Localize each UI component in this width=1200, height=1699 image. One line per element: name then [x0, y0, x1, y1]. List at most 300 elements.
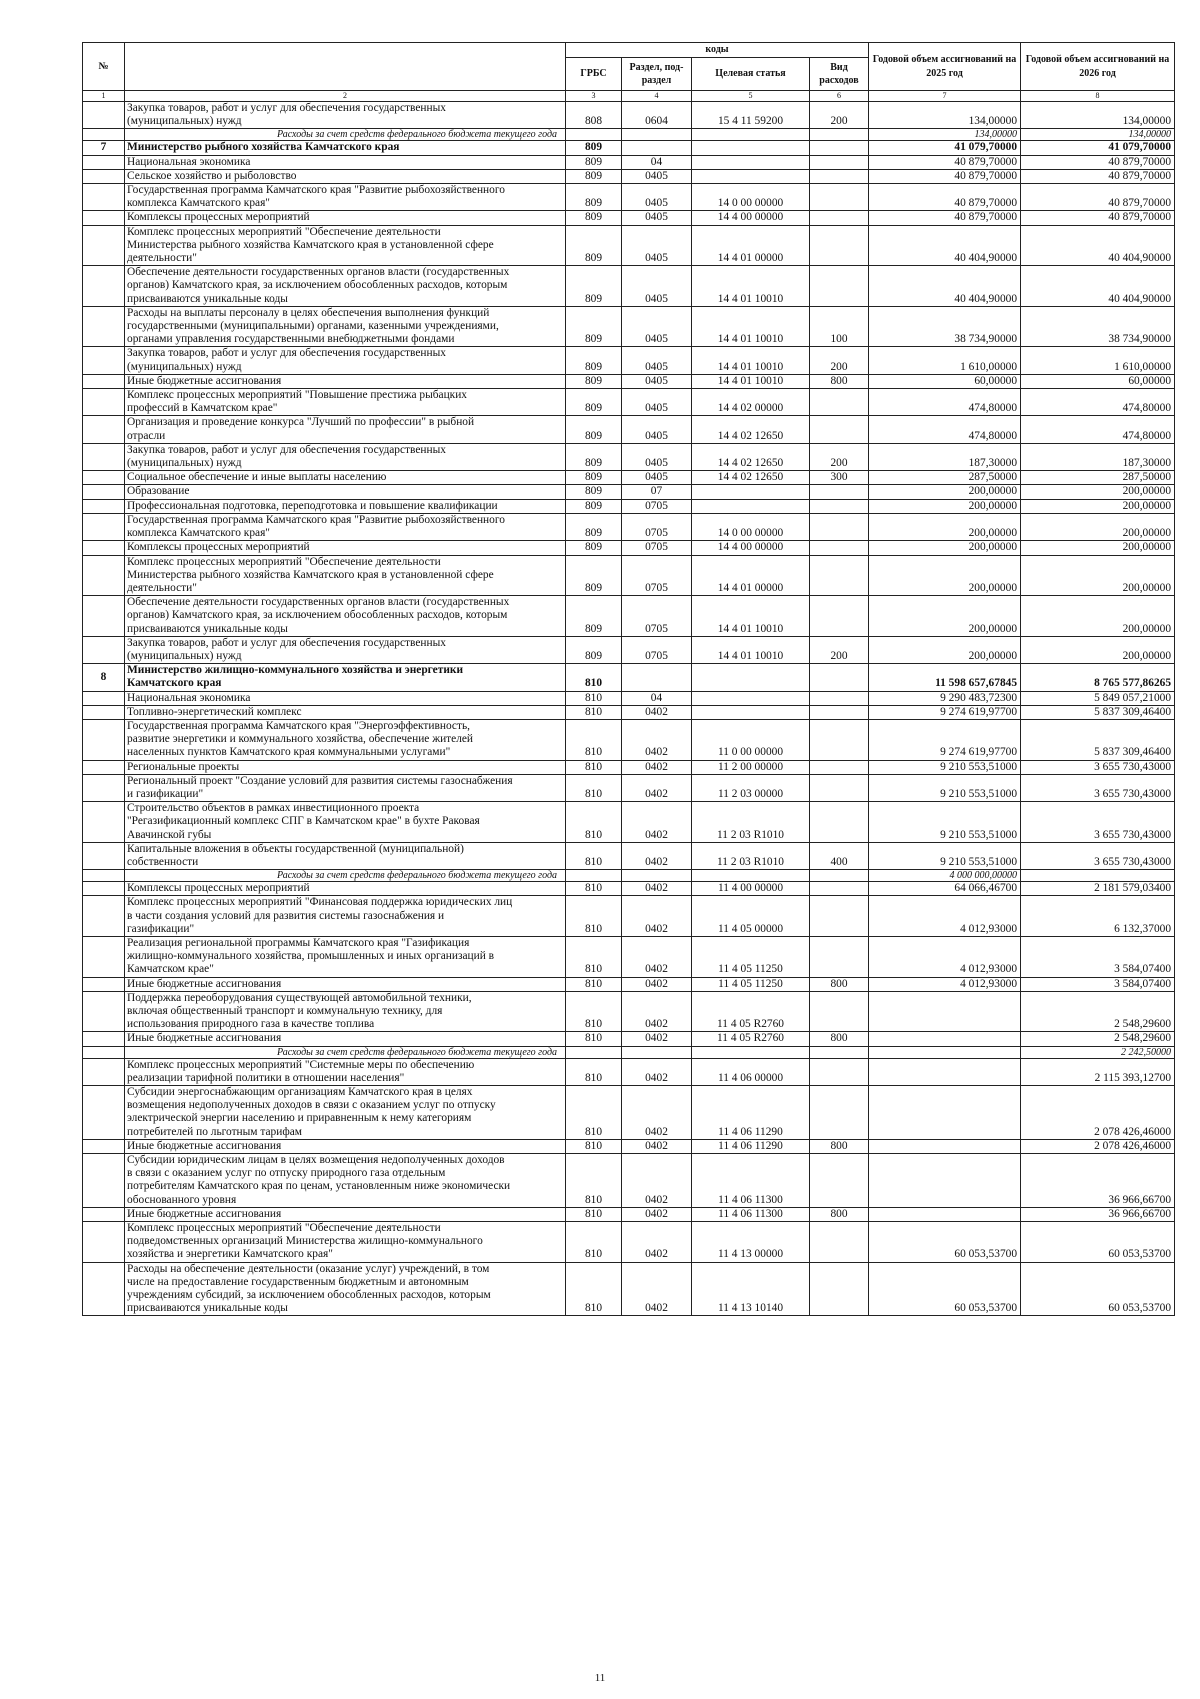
- volume-2025-cell: 1 610,00000: [869, 347, 1021, 374]
- volume-2026-cell: 2 242,50000: [1021, 1046, 1175, 1058]
- table-row: [83, 485, 1175, 499]
- tselevaya-cell: 14 4 01 10010: [692, 266, 810, 307]
- volume-2025-cell: 38 734,90000: [869, 306, 1021, 347]
- volume-2026-cell: 6 132,37000: [1021, 896, 1175, 937]
- table-row: [83, 443, 1175, 470]
- expense-name-cell: [125, 1086, 566, 1140]
- vid-cell: [810, 541, 869, 555]
- razdel-cell: 0402: [622, 774, 692, 801]
- table-row: [83, 141, 1175, 155]
- expense-name-line: хозяйства и энергетики Камчатского края": [127, 1248, 333, 1261]
- volume-2026-cell: 60 053,53700: [1021, 1262, 1175, 1316]
- grbs-cell: 809: [566, 499, 622, 513]
- row-number-cell: [83, 774, 125, 801]
- grbs-cell: 809: [566, 211, 622, 225]
- razdel-cell: 0604: [622, 102, 692, 129]
- expense-name-cell: [125, 664, 566, 691]
- tselevaya-cell: 14 4 01 10010: [692, 596, 810, 637]
- volume-2025-cell: 134,00000: [869, 102, 1021, 129]
- row-number-cell: [83, 1139, 125, 1153]
- table-row: [83, 664, 1175, 691]
- tselevaya-cell: 14 4 02 00000: [692, 389, 810, 416]
- table-row: [83, 1222, 1175, 1263]
- tselevaya-cell: 11 4 13 00000: [692, 1222, 810, 1263]
- expense-name-cell: [125, 636, 566, 663]
- expense-name-line: в связи с оказанием услуг по отпуску природного газа отдельным: [127, 1167, 446, 1180]
- grbs-cell: 809: [566, 374, 622, 388]
- vid-cell: [810, 991, 869, 1032]
- row-number-cell: [83, 555, 125, 596]
- volume-2025-cell: 9 290 483,72300: [869, 691, 1021, 705]
- vid-cell: [810, 555, 869, 596]
- grbs-cell: 809: [566, 306, 622, 347]
- tselevaya-cell: 14 4 01 10010: [692, 306, 810, 347]
- expense-name-line: Субсидии юридическим лицам в целях возмещения недополученных доходов: [127, 1154, 505, 1167]
- volume-2025-cell: [869, 991, 1021, 1032]
- expense-name-line: Министерства рыбного хозяйства Камчатского края в установленной сфере: [127, 238, 494, 251]
- row-number-cell: [83, 102, 125, 129]
- volume-2025-cell: 4 012,93000: [869, 936, 1021, 977]
- volume-2025-cell: 287,50000: [869, 471, 1021, 485]
- expense-name-cell: [125, 977, 566, 991]
- razdel-cell: 07: [622, 485, 692, 499]
- tselevaya-cell: 11 4 05 11250: [692, 936, 810, 977]
- volume-2025-cell: [869, 1046, 1021, 1058]
- table-row: [83, 991, 1175, 1032]
- vid-cell: [810, 596, 869, 637]
- volume-2025-cell: 40 404,90000: [869, 266, 1021, 307]
- tselevaya-cell: [692, 691, 810, 705]
- tselevaya-cell: 11 0 00 00000: [692, 719, 810, 760]
- expense-name-line: Обеспечение деятельности государственных органов власти (государственных: [127, 266, 510, 279]
- row-number-cell: [83, 1222, 125, 1263]
- volume-2025-cell: 40 879,70000: [869, 155, 1021, 169]
- expense-name-line: Обеспечение деятельности государственных органов власти (государственных: [127, 596, 510, 609]
- table-row: [83, 471, 1175, 485]
- expense-name-cell: [125, 842, 566, 869]
- grbs-cell: [566, 1046, 622, 1058]
- expense-name-line: Расходы на обеспечение деятельности (оказание услуг) учреждений, в том: [127, 1262, 490, 1275]
- volume-2025-cell: 200,00000: [869, 636, 1021, 663]
- expense-name-line: учреждениям субсидий, за исключением обособленных расходов, которым: [127, 1289, 491, 1302]
- volume-2025-cell: 200,00000: [869, 513, 1021, 540]
- header-number: №: [83, 43, 125, 91]
- volume-2025-cell: [869, 1058, 1021, 1085]
- razdel-cell: 0402: [622, 802, 692, 843]
- grbs-cell: 809: [566, 555, 622, 596]
- volume-2026-cell: 40 879,70000: [1021, 211, 1175, 225]
- razdel-cell: 0402: [622, 719, 692, 760]
- razdel-cell: 0405: [622, 306, 692, 347]
- expense-name-line: Топливно-энергетический комплекс: [127, 705, 302, 718]
- header-tselevaya: Целевая статья: [692, 58, 810, 91]
- expense-name-cell: [125, 555, 566, 596]
- razdel-cell: 0402: [622, 1139, 692, 1153]
- table-row: [83, 555, 1175, 596]
- grbs-cell: 809: [566, 485, 622, 499]
- expense-name-cell: [125, 374, 566, 388]
- row-number-cell: [83, 513, 125, 540]
- volume-2026-cell: 2 548,29600: [1021, 991, 1175, 1032]
- razdel-cell: 0405: [622, 184, 692, 211]
- expense-name-line: Комплекс процессных мероприятий "Обеспечение деятельности: [127, 555, 441, 568]
- budget-table-sheet: [82, 42, 1174, 1316]
- vid-cell: [810, 499, 869, 513]
- table-row: [83, 636, 1175, 663]
- grbs-cell: 810: [566, 691, 622, 705]
- row-number-cell: [83, 936, 125, 977]
- volume-2025-cell: 60 053,53700: [869, 1222, 1021, 1263]
- row-number-cell: [83, 485, 125, 499]
- grbs-cell: 810: [566, 882, 622, 896]
- expense-name-line: числе на предоставление государственным бюджетным и автономным: [127, 1275, 469, 1288]
- volume-2025-cell: [869, 1086, 1021, 1140]
- expense-name-line: комплекса Камчатского края": [127, 197, 270, 210]
- column-number-cell: 1: [83, 91, 125, 102]
- razdel-cell: 0402: [622, 896, 692, 937]
- vid-cell: 800: [810, 374, 869, 388]
- razdel-cell: [622, 870, 692, 882]
- expense-name-cell: [125, 443, 566, 470]
- expense-name-line: газификации": [127, 922, 195, 935]
- table-row: [83, 719, 1175, 760]
- vid-cell: [810, 936, 869, 977]
- expense-name-line: деятельности": [127, 252, 197, 265]
- volume-2026-cell: 5 849 057,21000: [1021, 691, 1175, 705]
- expense-name-line: Государственная программа Камчатского края "Развитие рыбохозяйственного: [127, 184, 505, 197]
- volume-2025-cell: 40 879,70000: [869, 184, 1021, 211]
- expense-name-line: Иные бюджетные ассигнования: [127, 1139, 282, 1152]
- grbs-cell: 809: [566, 443, 622, 470]
- razdel-cell: 0405: [622, 471, 692, 485]
- expense-name-line: деятельности": [127, 581, 197, 594]
- table-row: [83, 705, 1175, 719]
- razdel-cell: 0705: [622, 513, 692, 540]
- tselevaya-cell: 14 4 02 12650: [692, 471, 810, 485]
- expense-name-cell: [125, 1222, 566, 1263]
- expense-name-line: электрической энергии населению и приравненным к нему категориям: [127, 1112, 472, 1125]
- header-vid-raskhodov: Вид расходов: [810, 58, 869, 91]
- expense-name-cell: [125, 541, 566, 555]
- header-name: [125, 43, 566, 91]
- table-row: [83, 102, 1175, 129]
- razdel-cell: 0402: [622, 1032, 692, 1046]
- expense-name-cell: [125, 705, 566, 719]
- row-number-cell: [83, 596, 125, 637]
- volume-2025-cell: 187,30000: [869, 443, 1021, 470]
- expense-name-cell: [125, 306, 566, 347]
- expense-name-cell: [125, 691, 566, 705]
- row-number-cell: [83, 306, 125, 347]
- volume-2025-cell: 9 210 553,51000: [869, 802, 1021, 843]
- razdel-cell: 0402: [622, 842, 692, 869]
- tselevaya-cell: [692, 499, 810, 513]
- row-number-cell: [83, 882, 125, 896]
- expense-name-line: потребителям Камчатского края по ценам, установленным ниже экономически: [127, 1180, 511, 1193]
- expense-name-line: Субсидии энергоснабжающим организациям Камчатского края в целях: [127, 1086, 473, 1099]
- volume-2025-cell: 40 404,90000: [869, 225, 1021, 266]
- row-number-cell: [83, 1154, 125, 1208]
- table-row: [83, 882, 1175, 896]
- table-row: [83, 1207, 1175, 1221]
- table-row: [83, 169, 1175, 183]
- column-number-cell: 7: [869, 91, 1021, 102]
- volume-2025-cell: 60,00000: [869, 374, 1021, 388]
- row-number-cell: [83, 760, 125, 774]
- grbs-cell: 810: [566, 664, 622, 691]
- row-number-cell: [83, 1032, 125, 1046]
- expense-name-cell: [125, 596, 566, 637]
- expense-name-line: Комплексы процессных мероприятий: [127, 541, 310, 554]
- grbs-cell: 809: [566, 184, 622, 211]
- vid-cell: [810, 1086, 869, 1140]
- row-number-cell: [83, 471, 125, 485]
- vid-cell: 100: [810, 306, 869, 347]
- expense-name-cell: [125, 1154, 566, 1208]
- expense-name-line: Камчатском крае": [127, 963, 214, 976]
- grbs-cell: 809: [566, 471, 622, 485]
- expense-name-line: Иные бюджетные ассигнования: [127, 374, 282, 387]
- grbs-cell: 810: [566, 1262, 622, 1316]
- row-number-cell: [83, 842, 125, 869]
- grbs-cell: 810: [566, 760, 622, 774]
- tselevaya-cell: 11 4 05 11250: [692, 977, 810, 991]
- expense-name-line: Закупка товаров, работ и услуг для обеспечения государственных: [127, 347, 446, 360]
- volume-2026-cell: 474,80000: [1021, 389, 1175, 416]
- vid-cell: 200: [810, 102, 869, 129]
- grbs-cell: 810: [566, 719, 622, 760]
- expense-name-line: Расходы за счет средств федерального бюджета текущего года: [277, 870, 557, 882]
- table-row: [83, 802, 1175, 843]
- volume-2026-cell: 2 115 393,12700: [1021, 1058, 1175, 1085]
- vid-cell: 300: [810, 471, 869, 485]
- expense-name-line: Профессиональная подготовка, переподготовка и повышение квалификации: [127, 499, 498, 512]
- volume-2026-cell: 200,00000: [1021, 485, 1175, 499]
- tselevaya-cell: 14 4 01 10010: [692, 636, 810, 663]
- expense-name-line: Иные бюджетные ассигнования: [127, 977, 282, 990]
- volume-2025-cell: 9 210 553,51000: [869, 842, 1021, 869]
- row-number-cell: [83, 129, 125, 141]
- tselevaya-cell: 14 4 01 00000: [692, 555, 810, 596]
- volume-2026-cell: 3 655 730,43000: [1021, 842, 1175, 869]
- expense-name-line: Закупка товаров, работ и услуг для обеспечения государственных: [127, 443, 446, 456]
- tselevaya-cell: [692, 705, 810, 719]
- vid-cell: [810, 485, 869, 499]
- expense-name-line: Национальная экономика: [127, 155, 251, 168]
- razdel-cell: 04: [622, 691, 692, 705]
- vid-cell: [810, 211, 869, 225]
- razdel-cell: 0402: [622, 705, 692, 719]
- expense-name-line: Государственная программа Камчатского края "Энергоэффективность,: [127, 719, 471, 732]
- expense-name-line: "Регазификационный комплекс СПГ в Камчатском крае" в бухте Раковая: [127, 815, 480, 828]
- volume-2025-cell: 40 879,70000: [869, 169, 1021, 183]
- volume-2026-cell: 36 966,66700: [1021, 1207, 1175, 1221]
- table-row: [83, 1032, 1175, 1046]
- vid-cell: [810, 760, 869, 774]
- razdel-cell: 0405: [622, 211, 692, 225]
- volume-2025-cell: 200,00000: [869, 499, 1021, 513]
- vid-cell: [810, 1222, 869, 1263]
- expense-name-line: Капитальные вложения в объекты государственной (муниципальной): [127, 842, 464, 855]
- expense-name-cell: [125, 266, 566, 307]
- volume-2026-cell: 40 879,70000: [1021, 155, 1175, 169]
- table-row: [83, 596, 1175, 637]
- grbs-cell: 809: [566, 141, 622, 155]
- table-row: [83, 499, 1175, 513]
- row-number-cell: [83, 443, 125, 470]
- volume-2025-cell: 9 210 553,51000: [869, 760, 1021, 774]
- volume-2026-cell: 3 655 730,43000: [1021, 774, 1175, 801]
- razdel-cell: 0705: [622, 636, 692, 663]
- row-number-cell: [83, 636, 125, 663]
- row-number-cell: [83, 1046, 125, 1058]
- expense-name-line: профессий в Камчатском крае": [127, 402, 278, 415]
- vid-cell: 800: [810, 977, 869, 991]
- expense-name-line: органов) Камчатского края, за исключением обособленных расходов, которым: [127, 609, 508, 622]
- tselevaya-cell: 11 4 05 R2760: [692, 991, 810, 1032]
- volume-2025-cell: 9 274 619,97700: [869, 705, 1021, 719]
- grbs-cell: 809: [566, 347, 622, 374]
- razdel-cell: 0402: [622, 1058, 692, 1085]
- expense-name-line: развитие энергетики и коммунального хозяйства, обеспечение жителей: [127, 733, 474, 746]
- table-row: [83, 842, 1175, 869]
- expense-name-line: Расходы за счет средств федерального бюджета текущего года: [277, 129, 557, 141]
- expense-name-line: (муниципальных) нужд: [127, 649, 242, 662]
- expense-name-line: присваиваются уникальные коды: [127, 622, 288, 635]
- page-number: 11: [594, 1672, 606, 1684]
- grbs-cell: 810: [566, 1207, 622, 1221]
- volume-2026-cell: 40 404,90000: [1021, 225, 1175, 266]
- expense-name-line: Поддержка переоборудования существующей автомобильной техники,: [127, 991, 472, 1004]
- volume-2025-cell: 4 000 000,00000: [869, 870, 1021, 882]
- volume-2025-cell: 474,80000: [869, 389, 1021, 416]
- grbs-cell: 810: [566, 1058, 622, 1085]
- vid-cell: [810, 1154, 869, 1208]
- budget-table: [82, 42, 1175, 1316]
- volume-2025-cell: 200,00000: [869, 555, 1021, 596]
- expense-name-cell: [125, 499, 566, 513]
- table-row: [83, 1139, 1175, 1153]
- volume-2025-cell: 64 066,46700: [869, 882, 1021, 896]
- razdel-cell: [622, 664, 692, 691]
- table-row: [83, 266, 1175, 307]
- razdel-cell: 0405: [622, 266, 692, 307]
- volume-2025-cell: 60 053,53700: [869, 1262, 1021, 1316]
- tselevaya-cell: 11 2 03 R1010: [692, 842, 810, 869]
- volume-2026-cell: 2 078 426,46000: [1021, 1139, 1175, 1153]
- expense-name-line: Комплексы процессных мероприятий: [127, 211, 310, 224]
- expense-name-line: Иные бюджетные ассигнования: [127, 1032, 282, 1045]
- vid-cell: [810, 1058, 869, 1085]
- tselevaya-cell: 14 0 00 00000: [692, 513, 810, 540]
- vid-cell: [810, 389, 869, 416]
- razdel-cell: 0705: [622, 596, 692, 637]
- row-number-cell: [83, 719, 125, 760]
- expense-name-line: Комплекс процессных мероприятий "Системные меры по обеспечению: [127, 1058, 475, 1071]
- vid-cell: [810, 705, 869, 719]
- table-row: [83, 1262, 1175, 1316]
- vid-cell: 200: [810, 347, 869, 374]
- row-number-cell: [83, 1207, 125, 1221]
- volume-2026-cell: 40 879,70000: [1021, 184, 1175, 211]
- expense-name-line: Реализация региональной программы Камчатского края "Газификация: [127, 936, 470, 949]
- volume-2026-cell: 200,00000: [1021, 636, 1175, 663]
- header-volume-2026: Годовой объем ассигнований на 2026 год: [1021, 43, 1175, 91]
- expense-name-line: подведомственных организаций Министерства жилищно-коммунального: [127, 1235, 483, 1248]
- tselevaya-cell: 14 4 01 10010: [692, 374, 810, 388]
- grbs-cell: 810: [566, 936, 622, 977]
- volume-2026-cell: 5 837 309,46400: [1021, 705, 1175, 719]
- volume-2026-cell: 200,00000: [1021, 596, 1175, 637]
- row-number-cell: [83, 225, 125, 266]
- grbs-cell: 809: [566, 155, 622, 169]
- grbs-cell: 809: [566, 596, 622, 637]
- expense-name-cell: [125, 184, 566, 211]
- expense-name-cell: [125, 719, 566, 760]
- expense-name-line: присваиваются уникальные коды: [127, 1302, 288, 1315]
- expense-name-cell: [125, 129, 566, 141]
- table-row: [83, 184, 1175, 211]
- tselevaya-cell: 14 4 00 00000: [692, 541, 810, 555]
- tselevaya-cell: 14 4 01 00000: [692, 225, 810, 266]
- row-number-cell: [83, 870, 125, 882]
- row-number-cell: [83, 896, 125, 937]
- table-row: [83, 306, 1175, 347]
- volume-2026-cell: 287,50000: [1021, 471, 1175, 485]
- razdel-cell: 0402: [622, 977, 692, 991]
- razdel-cell: 0405: [622, 225, 692, 266]
- volume-2026-cell: 38 734,90000: [1021, 306, 1175, 347]
- expense-name-line: Камчатского края: [127, 677, 222, 690]
- grbs-cell: 810: [566, 1154, 622, 1208]
- volume-2026-cell: 8 765 577,86265: [1021, 664, 1175, 691]
- expense-name-line: Национальная экономика: [127, 691, 251, 704]
- volume-2026-cell: 40 404,90000: [1021, 266, 1175, 307]
- expense-name-line: Комплекс процессных мероприятий "Обеспечение деятельности: [127, 225, 441, 238]
- expense-name-line: органов) Камчатского края, за исключением обособленных расходов, которым: [127, 279, 508, 292]
- table-row: [83, 374, 1175, 388]
- expense-name-line: Строительство объектов в рамках инвестиционного проекта: [127, 802, 420, 815]
- volume-2026-cell: 3 655 730,43000: [1021, 760, 1175, 774]
- expense-name-cell: [125, 416, 566, 443]
- vid-cell: 200: [810, 443, 869, 470]
- volume-2026-cell: 3 584,07400: [1021, 936, 1175, 977]
- vid-cell: [810, 184, 869, 211]
- expense-name-cell: [125, 870, 566, 882]
- column-number-cell: 3: [566, 91, 622, 102]
- vid-cell: [810, 155, 869, 169]
- tselevaya-cell: 11 4 13 10140: [692, 1262, 810, 1316]
- row-number-cell: 8: [83, 664, 125, 691]
- grbs-cell: 809: [566, 225, 622, 266]
- grbs-cell: 809: [566, 266, 622, 307]
- expense-name-cell: [125, 802, 566, 843]
- volume-2025-cell: 200,00000: [869, 541, 1021, 555]
- expense-name-cell: [125, 347, 566, 374]
- volume-2026-cell: 36 966,66700: [1021, 1154, 1175, 1208]
- expense-name-line: Сельское хозяйство и рыболовство: [127, 169, 297, 182]
- vid-cell: [810, 416, 869, 443]
- grbs-cell: 810: [566, 1139, 622, 1153]
- volume-2025-cell: 41 079,70000: [869, 141, 1021, 155]
- expense-name-cell: [125, 169, 566, 183]
- razdel-cell: 0402: [622, 760, 692, 774]
- expense-name-cell: [125, 389, 566, 416]
- volume-2025-cell: 9 274 619,97700: [869, 719, 1021, 760]
- grbs-cell: 810: [566, 1086, 622, 1140]
- grbs-cell: 810: [566, 896, 622, 937]
- tselevaya-cell: 11 4 05 00000: [692, 896, 810, 937]
